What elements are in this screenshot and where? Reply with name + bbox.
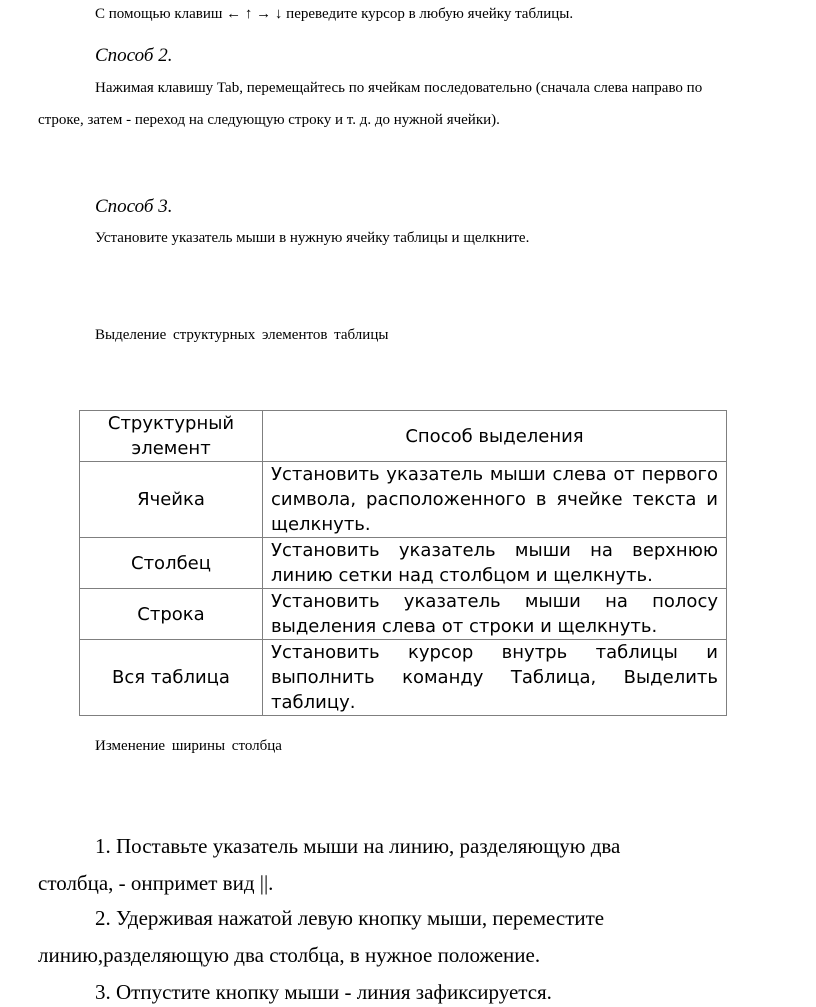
cell-method: Установить курсор внутрь таблицы и выполнить команду Таблица, Выделить таблицу.: [263, 640, 727, 716]
cell-element: Строка: [80, 589, 263, 640]
table-row: [80, 640, 727, 716]
table-row: [80, 462, 727, 538]
method2-text-line1: Нажимая клавишу Tab, перемещайтесь по ячейкам последовательно (сначала слева направо по: [95, 80, 703, 96]
header-element: Структурный элемент: [80, 411, 263, 462]
cell-method: Установить указатель мыши на полосу выделения слева от строки и щелкнуть.: [263, 589, 727, 640]
table-row: [80, 538, 727, 589]
step1-line1: 1. Поставьте указатель мыши на линию, разделяющую два: [95, 834, 621, 858]
cell-method: Установить указатель мыши слева от первого символа, расположенного в ячейке текста и щелкнуть.: [263, 462, 727, 538]
header-method: Способ выделения: [263, 411, 727, 462]
cell-method: Установить указатель мыши на верхнюю линию сетки над столбцом и щелкнуть.: [263, 538, 727, 589]
cell-element: Вся таблица: [80, 640, 263, 716]
step2-line2: линию,разделяющую два столбца, в нужное положение.: [38, 943, 541, 967]
structure-table: [79, 410, 727, 716]
method1-text: С помощью клавиш ← ↑ → ↓ переведите курсор в любую ячейку таблицы.: [95, 6, 574, 22]
method3-heading: Способ 3.: [95, 196, 173, 217]
table-title: Выделение структурных элементов таблицы: [95, 327, 389, 343]
table-header-row: [80, 411, 727, 462]
column-width-title: Изменение ширины столбца: [95, 738, 282, 754]
method3-text: Установите указатель мыши в нужную ячейку таблицы и щелкните.: [95, 230, 530, 246]
table-row: [80, 589, 727, 640]
step2-line1: 2. Удерживая нажатой левую кнопку мыши, переместите: [95, 906, 605, 930]
cell-element: Столбец: [80, 538, 263, 589]
cell-element: Ячейка: [80, 462, 263, 538]
method2-text-line2: строке, затем - переход на следующую строку и т. д. до нужной ячейки).: [38, 112, 500, 128]
step1-line2: столбца, - онпримет вид ||.: [38, 871, 274, 895]
step3-line1: 3. Отпустите кнопку мыши - линия зафиксируется.: [95, 980, 552, 1004]
method2-heading: Способ 2.: [95, 45, 173, 66]
